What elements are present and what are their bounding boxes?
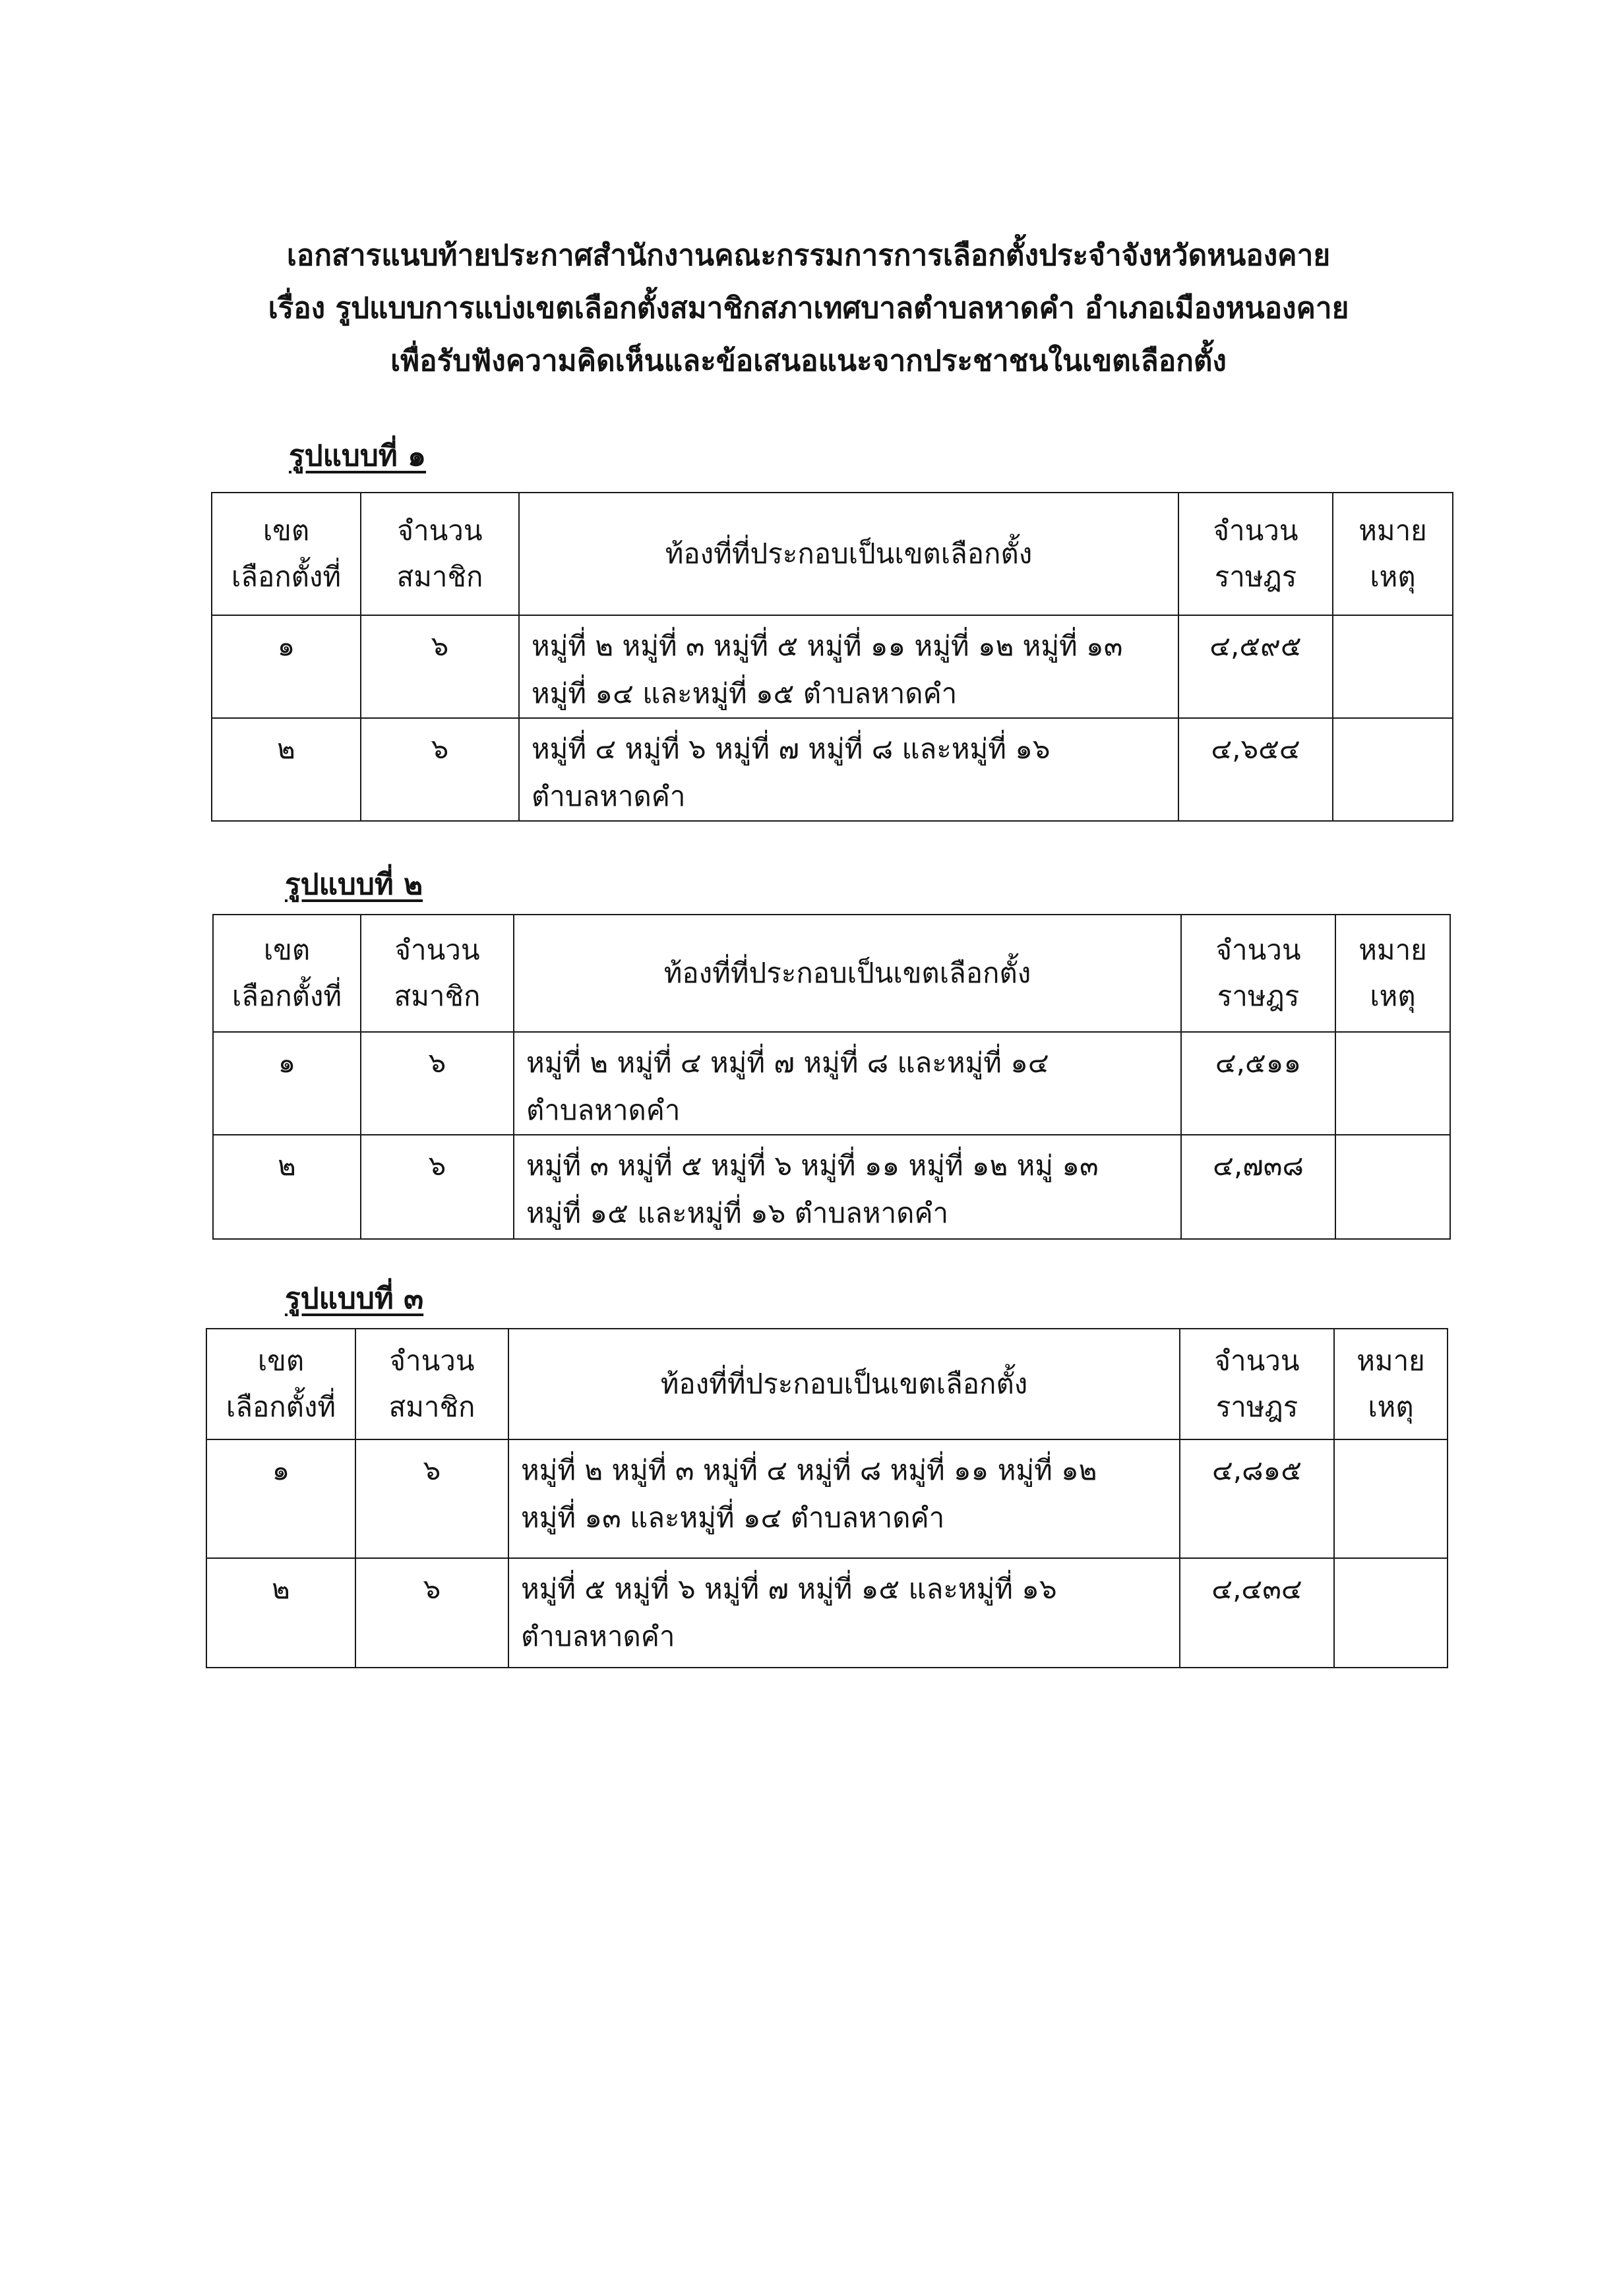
col-members-header: จำนวน สมาชิก (361, 493, 519, 615)
district-cell: ๑ (213, 1032, 361, 1135)
table-row (212, 615, 1453, 718)
area-cell: หมู่ที่ ๔ หมู่ที่ ๖ หมู่ที่ ๗ หมู่ที่ ๘ และหมู่ที่ ๑๖ ตำบลหาดคำ (519, 718, 1178, 821)
population-cell: ๔,๖๕๔ (1178, 718, 1333, 821)
table-row (213, 1032, 1450, 1135)
model-2-table (212, 914, 1451, 1240)
area-cell: หมู่ที่ ๕ หมู่ที่ ๖ หมู่ที่ ๗ หมู่ที่ ๑๕ และหมู่ที่ ๑๖ ตำบลหาดคำ (508, 1558, 1180, 1668)
col-remark-header: หมาย เหตุ (1335, 915, 1450, 1032)
col-area-header: ท้องที่ที่ประกอบเป็นเขตเลือกตั้ง (519, 493, 1178, 615)
header-line-2: เรื่อง รูปแบบการแบ่งเขตเลือกตั้งสมาชิกสภาเทศบาลตำบลหาดคำ อำเภอเมืองหนองคาย (268, 291, 1349, 325)
members-cell: ๖ (361, 615, 519, 718)
remark-cell (1335, 1032, 1450, 1135)
remark-cell (1334, 1558, 1448, 1668)
members-cell: ๖ (361, 718, 519, 821)
table-header-row (212, 493, 1453, 615)
district-cell: ๑ (206, 1439, 355, 1558)
members-cell: ๖ (355, 1439, 508, 1558)
table-header-row (213, 915, 1450, 1032)
remark-cell (1333, 615, 1453, 718)
model-1-title: รูปแบบที่ ๑ (289, 439, 427, 473)
area-cell: หมู่ที่ ๒ หมู่ที่ ๓ หมู่ที่ ๕ หมู่ที่ ๑๑ หมู่ที่ ๑๒ หมู่ที่ ๑๓ หมู่ที่ ๑๔ และหมู่ที่ ๑๕ ตำบลหาดคำ (519, 615, 1178, 718)
col-district-header: เขต เลือกตั้งที่ (213, 915, 361, 1032)
area-cell: หมู่ที่ ๒ หมู่ที่ ๓ หมู่ที่ ๔ หมู่ที่ ๘ หมู่ที่ ๑๑ หมู่ที่ ๑๒ หมู่ที่ ๑๓ และหมู่ที่ ๑๔ ตำบลหาดคำ (508, 1439, 1180, 1558)
table-row (212, 718, 1453, 821)
population-cell: ๔,๔๓๔ (1180, 1558, 1334, 1668)
col-remark-header: หมาย เหตุ (1333, 493, 1453, 615)
document-header (0, 229, 1617, 388)
model-3-table (206, 1328, 1448, 1668)
model-2-title: รูปแบบที่ ๒ (285, 868, 423, 901)
col-area-header: ท้องที่ที่ประกอบเป็นเขตเลือกตั้ง (514, 915, 1181, 1032)
table-row (213, 1135, 1450, 1239)
col-members-header: จำนวน สมาชิก (355, 1329, 508, 1439)
district-cell: ๒ (212, 718, 361, 821)
table-row (206, 1439, 1448, 1558)
remark-cell (1333, 718, 1453, 821)
col-district-header: เขต เลือกตั้งที่ (206, 1329, 355, 1439)
col-population-header: จำนวน ราษฎร (1178, 493, 1333, 615)
col-area-header: ท้องที่ที่ประกอบเป็นเขตเลือกตั้ง (508, 1329, 1180, 1439)
remark-cell (1334, 1439, 1448, 1558)
header-line-1: เอกสารแนบท้ายประกาศสำนักงานคณะกรรมการการเลือกตั้งประจำจังหวัดหนองคาย (286, 239, 1331, 272)
population-cell: ๔,๕๙๕ (1178, 615, 1333, 718)
district-cell: ๑ (212, 615, 361, 718)
col-remark-header: หมาย เหตุ (1334, 1329, 1448, 1439)
members-cell: ๖ (355, 1558, 508, 1668)
district-cell: ๒ (213, 1135, 361, 1239)
population-cell: ๔,๕๑๑ (1181, 1032, 1335, 1135)
members-cell: ๖ (361, 1032, 514, 1135)
table-header-row (206, 1329, 1448, 1439)
table-row (206, 1558, 1448, 1668)
header-line-3: เพื่อรับฟังความคิดเห็นและข้อเสนอแนะจากประชาชนในเขตเลือกตั้ง (390, 344, 1227, 378)
members-cell: ๖ (361, 1135, 514, 1239)
area-cell: หมู่ที่ ๓ หมู่ที่ ๕ หมู่ที่ ๖ หมู่ที่ ๑๑ หมู่ที่ ๑๒ หมู่ ๑๓ หมู่ที่ ๑๕ และหมู่ที่ ๑๖ ตำบลหาดคำ (514, 1135, 1181, 1239)
col-population-header: จำนวน ราษฎร (1180, 1329, 1334, 1439)
model-3-title: รูปแบบที่ ๓ (285, 1282, 424, 1315)
population-cell: ๔,๗๓๘ (1181, 1135, 1335, 1239)
population-cell: ๔,๘๑๕ (1180, 1439, 1334, 1558)
col-members-header: จำนวน สมาชิก (361, 915, 514, 1032)
model-1-table (211, 492, 1453, 822)
remark-cell (1335, 1135, 1450, 1239)
district-cell: ๒ (206, 1558, 355, 1668)
col-district-header: เขต เลือกตั้งที่ (212, 493, 361, 615)
col-population-header: จำนวน ราษฎร (1181, 915, 1335, 1032)
area-cell: หมู่ที่ ๒ หมู่ที่ ๔ หมู่ที่ ๗ หมู่ที่ ๘ และหมู่ที่ ๑๔ ตำบลหาดคำ (514, 1032, 1181, 1135)
